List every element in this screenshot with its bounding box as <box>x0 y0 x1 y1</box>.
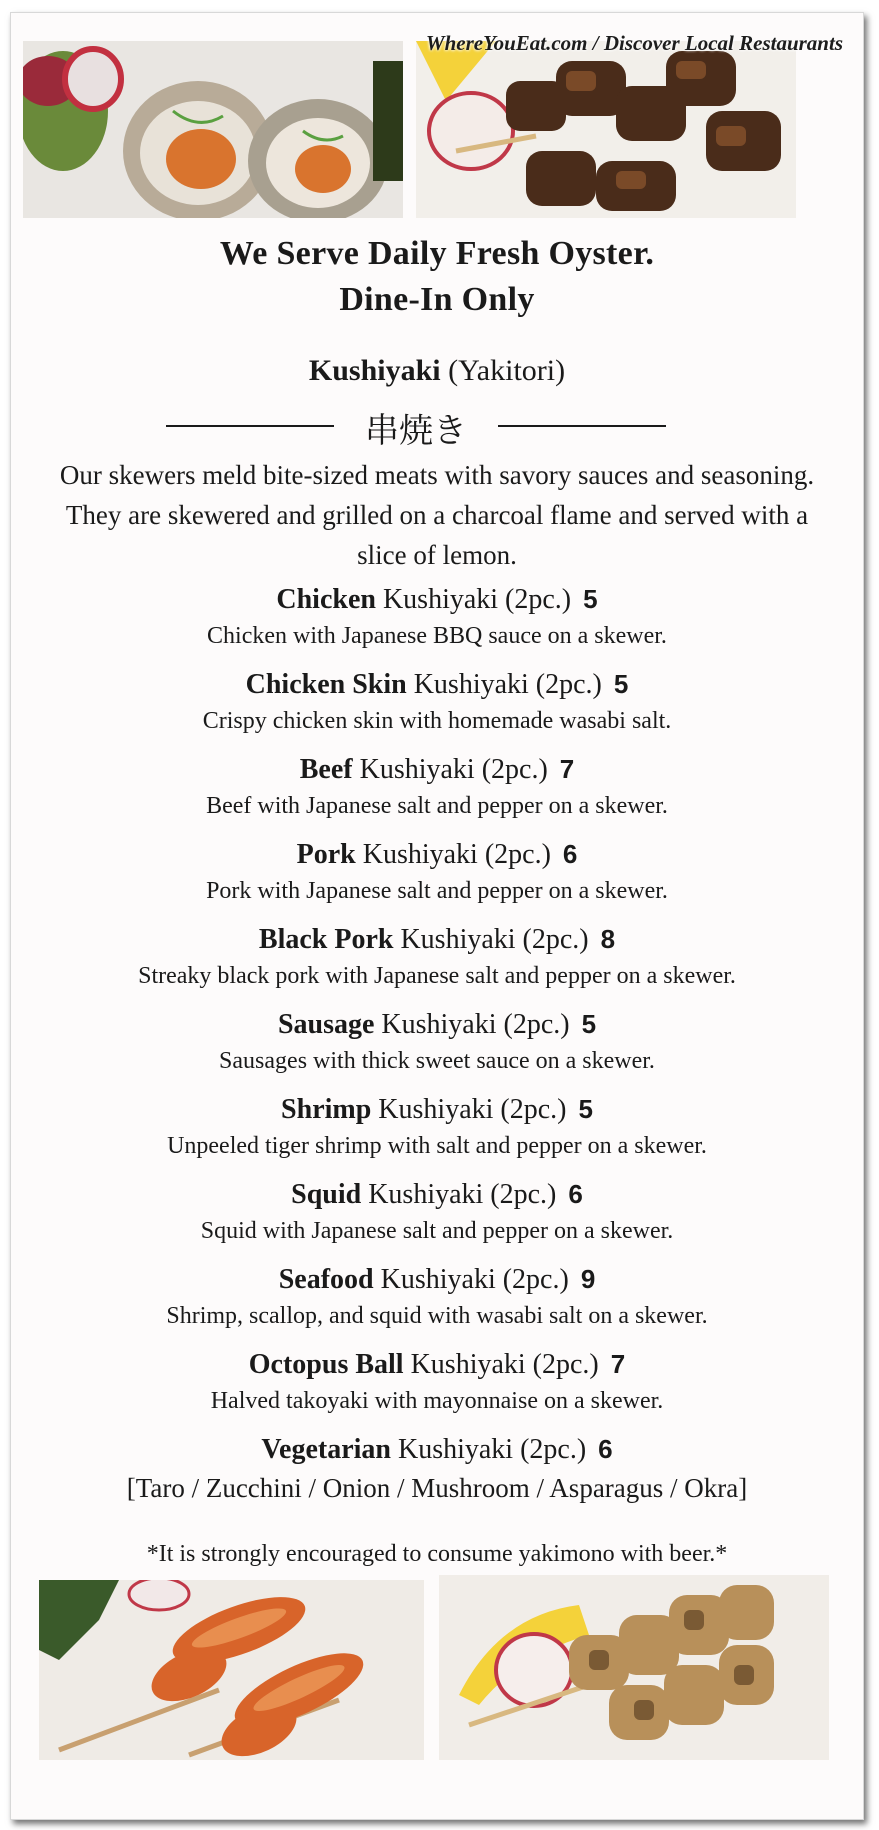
menu-item <box>11 749 863 823</box>
item-name: Seafood <box>278 1264 374 1295</box>
item-price: 6 <box>562 839 578 869</box>
item-description: [Taro / Zucchini / Onion / Mushroom / Asparagus / Okra] <box>126 1473 748 1503</box>
item-description: Beef with Japanese salt and pepper on a skewer. <box>206 793 668 819</box>
item-description: Streaky black pork with Japanese salt and pepper on a skewer. <box>138 963 736 989</box>
menu-item <box>11 664 863 738</box>
item-description: Squid with Japanese salt and pepper on a skewer. <box>200 1218 674 1244</box>
divider-right <box>498 425 666 427</box>
menu-item <box>11 919 863 993</box>
item-price: 9 <box>580 1264 596 1294</box>
item-suffix: Kushiyaki (2pc.) <box>362 839 551 870</box>
menu-item <box>11 1429 863 1506</box>
item-name: Squid <box>291 1179 362 1210</box>
item-name: Shrimp <box>281 1094 372 1125</box>
item-suffix: Kushiyaki (2pc.) <box>359 754 548 785</box>
menu-item <box>11 1174 863 1248</box>
item-name: Black Pork <box>258 924 394 955</box>
oyster-photo <box>23 41 403 218</box>
footnote: *It is strongly encouraged to consume yakimono with beer.* <box>146 1541 728 1567</box>
item-price: 6 <box>598 1434 613 1464</box>
watermark[interactable]: WhereYouEat.com / Discover Local Restaurants <box>425 31 843 55</box>
menu-item <box>11 579 863 653</box>
item-suffix: Kushiyaki (2pc.) <box>381 1009 570 1040</box>
item-name: Sausage <box>277 1009 375 1040</box>
item-suffix: Kushiyaki (2pc.) <box>368 1179 557 1210</box>
item-description: Halved takoyaki with mayonnaise on a skewer. <box>210 1388 664 1414</box>
item-price: 8 <box>600 924 616 954</box>
japanese-title-row <box>166 403 666 451</box>
item-description: Pork with Japanese salt and pepper on a skewer. <box>206 878 668 904</box>
item-description: Chicken with Japanese BBQ sauce on a skewer. <box>207 623 667 649</box>
grilled-skewer-photo <box>416 41 796 218</box>
section-title-bold: Kushiyaki <box>308 354 441 387</box>
menu-page <box>10 12 864 1820</box>
menu-item <box>11 1089 863 1163</box>
item-suffix: Kushiyaki (2pc.) <box>410 1349 599 1380</box>
menu-item <box>11 1004 863 1078</box>
item-suffix: Kushiyaki (2pc.) <box>378 1094 567 1125</box>
item-suffix: Kushiyaki (2pc.) <box>380 1264 569 1295</box>
menu-item <box>11 1259 863 1333</box>
item-name: Vegetarian <box>261 1434 391 1465</box>
japanese-title: 串焼き <box>365 411 467 451</box>
item-price: 5 <box>581 1009 597 1039</box>
shrimp-skewer-photo <box>39 1580 424 1760</box>
menu-items <box>11 579 863 1517</box>
item-name: Chicken Skin <box>245 669 407 700</box>
item-description: Crispy chicken skin with homemade wasabi salt. <box>202 708 672 734</box>
item-name: Beef <box>299 754 353 785</box>
item-price: 5 <box>613 669 629 699</box>
section-intro: Our skewers meld bite-sized meats with savory sauces and seasoning. They are skewered and grilled on a charcoal flame and served with a slice of lemon. <box>59 460 815 570</box>
item-suffix: Kushiyaki (2pc.) <box>413 669 602 700</box>
item-suffix: Kushiyaki (2pc.) <box>400 924 589 955</box>
item-suffix: Kushiyaki (2pc.) <box>397 1434 587 1465</box>
item-price: 7 <box>559 754 575 784</box>
item-price: 5 <box>583 584 598 614</box>
item-name: Pork <box>296 839 356 870</box>
divider-left <box>166 425 334 427</box>
item-price: 7 <box>610 1349 626 1379</box>
headline <box>11 231 863 323</box>
item-name: Chicken <box>276 584 376 615</box>
item-price: 6 <box>568 1179 583 1209</box>
item-suffix: Kushiyaki (2pc.) <box>382 584 572 615</box>
item-description: Unpeeled tiger shrimp with salt and pepper on a skewer. <box>167 1133 707 1159</box>
item-description: Shrimp, scallop, and squid with wasabi salt on a skewer. <box>166 1303 708 1329</box>
menu-item <box>11 834 863 908</box>
item-name: Octopus Ball <box>248 1349 404 1380</box>
item-description: Sausages with thick sweet sauce on a skewer. <box>219 1048 655 1074</box>
headline-line-2: Dine-In Only <box>339 281 535 318</box>
headline-line-1: We Serve Daily Fresh Oyster. <box>219 235 655 272</box>
section-title-rest: (Yakitori) <box>448 354 566 387</box>
menu-item <box>11 1344 863 1418</box>
item-price: 5 <box>578 1094 593 1124</box>
section-title <box>11 354 863 388</box>
squid-skewer-photo <box>439 1575 829 1760</box>
